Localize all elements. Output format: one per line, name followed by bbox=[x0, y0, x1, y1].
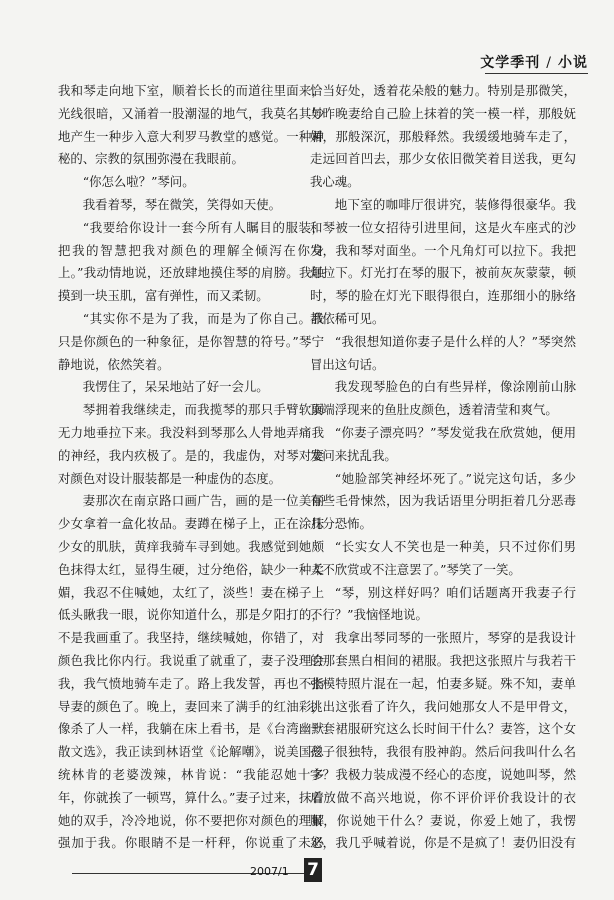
issue-date: 2007/1 bbox=[250, 865, 289, 878]
paragraph: 我看着琴，琴在微笑，笑得如天使。 bbox=[82, 196, 282, 212]
paragraph: 我愣住了，呆呆地站了好一会儿。 bbox=[82, 379, 269, 395]
left-column bbox=[58, 80, 324, 850]
paragraph: 我发现琴脸色的白有些异样，像涂刚前山脉顶端浮现来的鱼肚皮颜色，透着清莹和爽气。 bbox=[310, 379, 576, 418]
paragraph: “我很想知道你妻子是什么样的人？”琴突然冒出这句话。 bbox=[310, 333, 576, 372]
paragraph: 我和琴走向地下室，顺着长长的而道往里面来，光线很暗，又涌着一股潮湿的地气，我莫名其妙地产生一种步入意大利罗马教堂的感觉。一种神秘的、宗教的氛围弥漫在我眼前。 bbox=[58, 83, 324, 167]
paragraph: 恰当好处，透着花朵般的魅力。特别是那微笑，与昨晚妻给自己脸上抹着的笑一模一样，那般妩媚，那般深沉，那般释然。我缓缓地骑车走了，走远回首凹去，那少女依旧微笑着目送我，更勾我心魂。 bbox=[310, 83, 576, 190]
header-separator: / bbox=[546, 55, 552, 71]
paragraph: “其实你不是为了我，而是为了你自己。我只是你颜色的一种象征，是你智慧的符号。”琴宁静地说，依然笑着。 bbox=[58, 310, 324, 372]
paragraph: “你妻子漂亮吗？”琴发觉我在欣赏她，便用发问来扰乱我。 bbox=[310, 424, 576, 463]
right-column bbox=[310, 80, 576, 850]
paragraph: “她脸部笑神经坏死了。”说完这句话，多少有些毛骨悚然，因为我话语里分明拒着几分恶毒几分恐怖。 bbox=[310, 470, 576, 532]
paragraph: 我拿出琴同琴的一张照片，琴穿的是我设计的那套黑白相间的裙服。我把这张照片与我若干张模特照片混在一起，怕妻多疑。殊不知，妻单挑出这张看了许久，我问她那女人不是甲骨文，一套裙服研究这么长时间干什么？妻答，这个女孩子很独特，我很有股神韵。然后问我叫什么名字？我极力装成漫不经心的态度，说她叫琴，然后放做不高兴地说，你不评价评价我设计的衣服，你说她干什么？妻说，你爱上她了，我愣怒，我几乎喊着说，你是不是疯了！妻仍旧没有 bbox=[310, 630, 576, 850]
page-header bbox=[480, 52, 588, 72]
section-title: 小说 bbox=[558, 55, 588, 71]
paragraph: “长实女人不笑也是一种美，只不过你们男人不欣赏或不注意罢了。”琴笑了一笑。 bbox=[310, 538, 576, 577]
paragraph: 妻那次在南京路口画广告，画的是一位美丽少女拿着一盒化妆品。妻蹲在梯子上，正在涂抹少女的肌肤，黄痒我骑车寻到她。我感觉到她颇色抹得太红，显得生硬，过分绝俗，缺少一种柔媚，我忍不住喊她，太红了，淡些！妻在梯子上低头瞅我一眼，说你知道什么，那是夕阳打的，不是我画重了。我坚持，继续喊她，你错了，对颜色我比你内行。我说重了就重了，妻子没理会我，我气愤地骑车走了。路上我发誓，再也不指导妻的颜色了。晚上，妻回来了满手的红油彩，像杀了人一样，我躺在床上看书，是《台湾幽默散文选》，我正读到林语堂《论解嘲》，说美国总统林肯的老婆泼辣，林肯说：“我能忍她十多年，你就挨了一顿骂，算什么。”妻子过来，抹着她的双手，冷冷地说，你不要把你对颜色的理解强加于我。你眼睛不是一杆秤，你说重了未必 bbox=[58, 493, 324, 850]
paragraph: 地下室的咖啡厅很讲究，装修得很豪华。我和琴被一位女招待引进里间，这是火车座式的沙发，我和琴对面坐。一个凡角灯可以拉下。我把灯拉下。灯光打在琴的服下，被前灰灰蒙蒙，顿时，琴的脸在灯光下眼得很白，连那细小的脉络都依稀可见。 bbox=[310, 196, 576, 326]
page-number: 7 bbox=[304, 858, 322, 882]
paragraph: “我要给你设计一套今所有人瞩目的服装，把我的智慧把我对颜色的理解全倾泻在你身上。”我动情地说，还放肆地摸住琴的肩膀。我触摸到一块玉肌，富有弹性，而又柔韧。 bbox=[58, 219, 324, 304]
paragraph: “你怎么啦？”琴问。 bbox=[82, 174, 195, 190]
header-rule bbox=[485, 73, 588, 74]
paragraph: 琴拥着我继续走，而我揽琴的那只手臂软弱无力地垂拉下来。我没料到琴那么人骨地弄痛我的神经，我内疚极了。是的，我虚伪，对琴对妻对颜色对设计服装都是一种虚伪的态度。 bbox=[58, 402, 324, 486]
paragraph: “琴，别这样好吗？咱们话题离开我妻子行不行？”我恼怪地说。 bbox=[310, 584, 576, 623]
journal-title: 文学季刊 bbox=[480, 55, 541, 71]
